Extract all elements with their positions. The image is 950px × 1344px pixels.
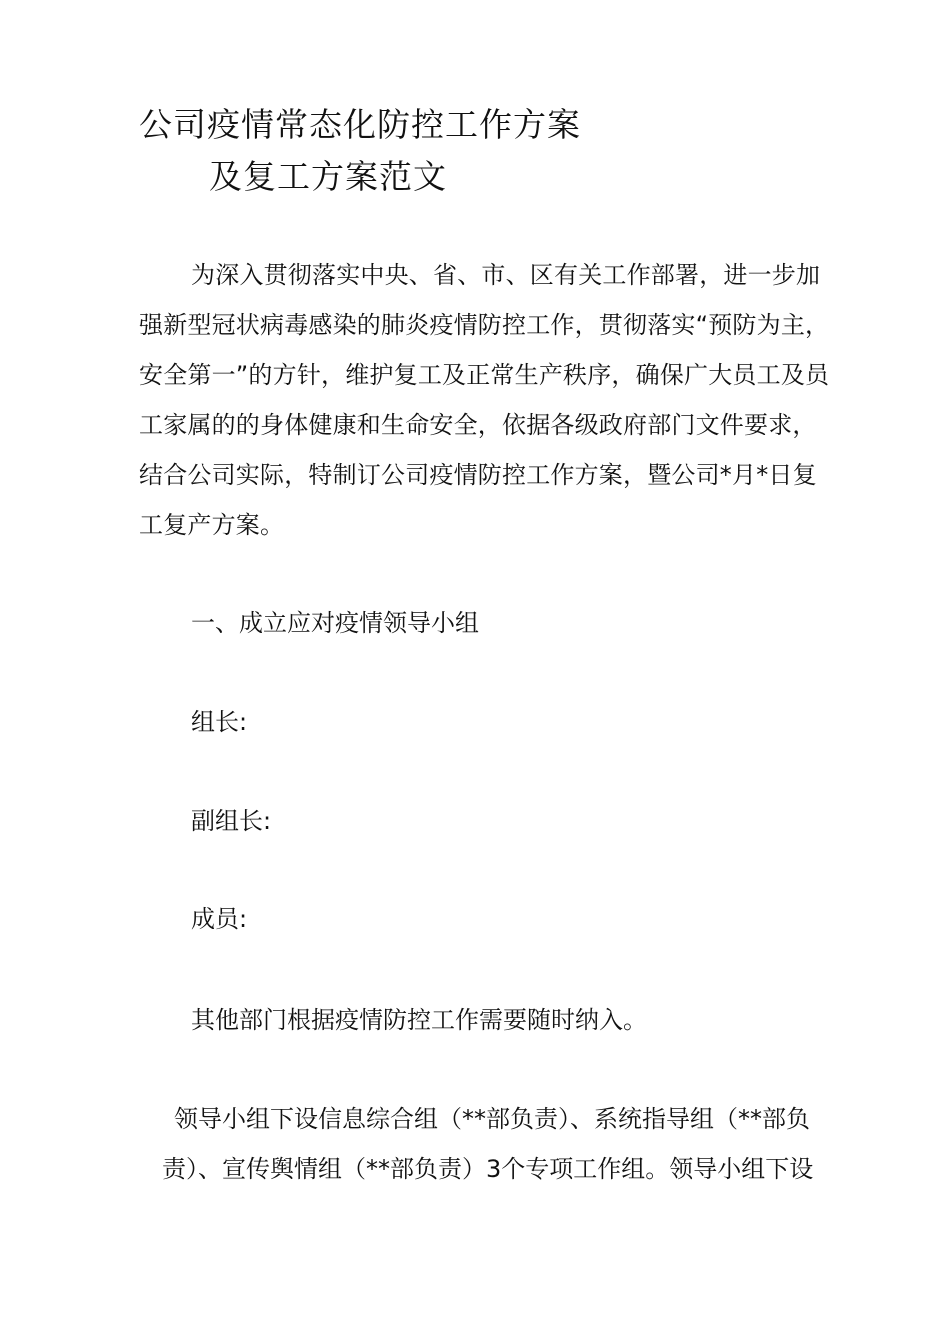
subgroups-paragraph: 领导小组下设信息综合组（**部负责）、系统指导组（**部负责）、宣传舆情组（**部负责）3个专项工作组。领导小组下设	[162, 1105, 814, 1183]
document-title-line-2: 及复工方案范文	[209, 157, 447, 196]
other-departments-paragraph: 其他部门根据疫情防控工作需要随时纳入。	[191, 1006, 647, 1034]
intro-paragraph: 为深入贯彻落实中央、省、市、区有关工作部署，进一步加强新型冠状病毒感染的肺炎疫情防控工作，贯彻落实“预防为主，安全第一”的方针，维护复工及正常生产秩序，确保广大员工及员工家属的的身体健康和生命安全，依据各级政府部门文件要求，结合公司实际，特制订公司疫情防控工作方案，暨公司*月*日复工复产方案。	[139, 261, 830, 539]
leader-label: 组长:	[191, 708, 248, 736]
document-title-line-1: 公司疫情常态化防控工作方案	[139, 105, 581, 144]
members-label: 成员:	[191, 905, 248, 933]
deputy-leader-label: 副组长:	[191, 807, 272, 835]
section-1-heading: 一、成立应对疫情领导小组	[191, 609, 479, 637]
